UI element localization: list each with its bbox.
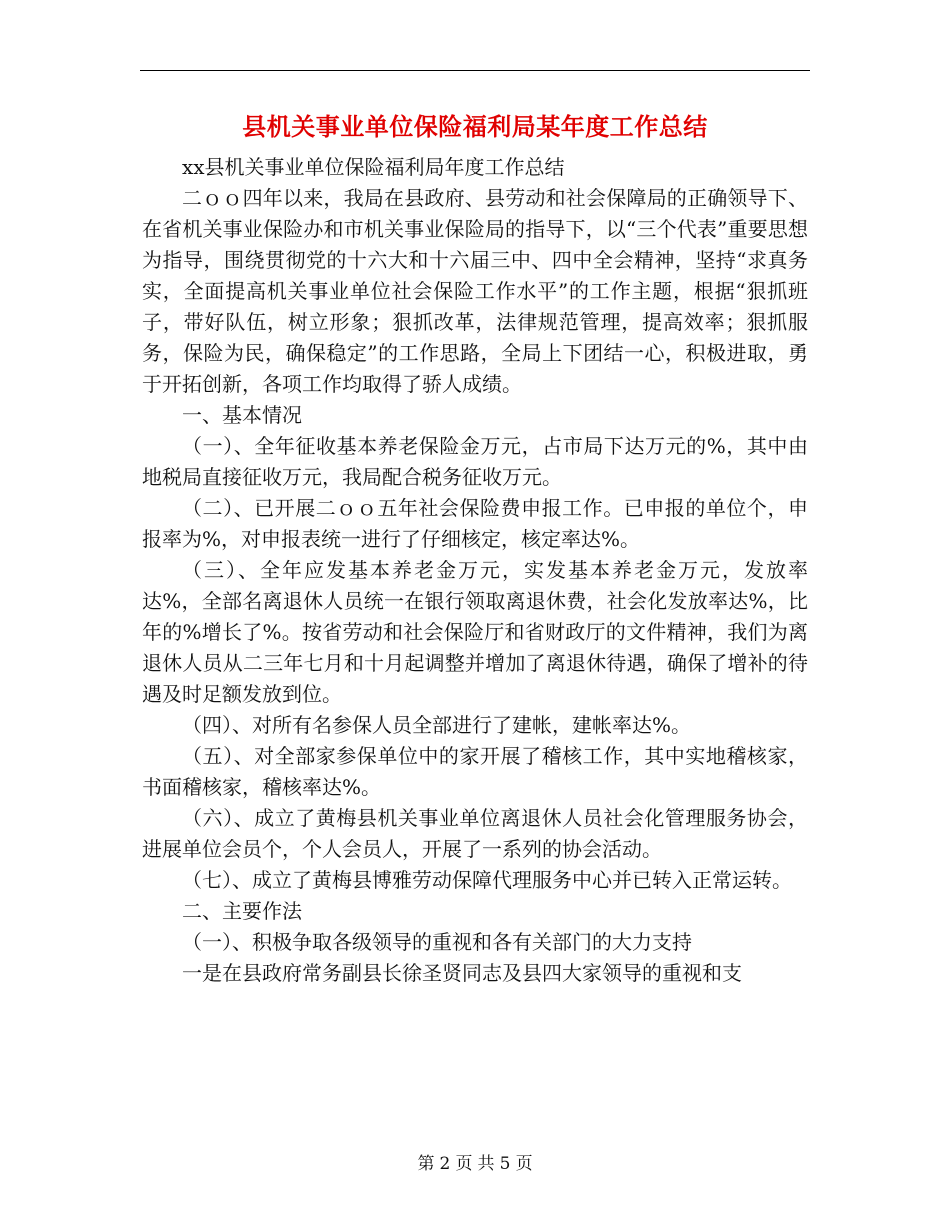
- footer-label-total: 共: [477, 1154, 495, 1174]
- section-heading: 二、主要作法: [182, 899, 302, 923]
- header-rule: [140, 70, 810, 71]
- body-paragraph: （五）、对全部家参保单位中的家开展了稽核工作，其中实地稽核家，书面稽核家，稽核率达%。: [142, 744, 808, 799]
- body-paragraph: （四）、对所有名参保人员全部进行了建帐，建帐率达%。: [182, 713, 692, 737]
- subsection-heading: （一）、积极争取各级领导的重视和各有关部门的大力支持: [182, 930, 692, 954]
- body-paragraph: （六）、成立了黄梅县机关事业单位离退休人员社会化管理服务协会，进展单位会员个，个人会员人，开展了一系列的协会活动。: [142, 806, 808, 861]
- body-paragraph: （七）、成立了黄梅县博雅劳动保障代理服务中心并已转入正常运转。: [182, 868, 792, 892]
- current-page-number: 2: [439, 1154, 451, 1174]
- body-paragraph: 一是在县政府常务副县长徐圣贤同志及县四大家领导的重视和支: [182, 961, 742, 985]
- body-paragraph: 二ｏｏ四年以来，我局在县政府、县劳动和社会保障局的正确领导下、在省机关事业保险办和市机关事业保险局的指导下，以“三个代表”重要思想为指导，围绕贯彻党的十六大和十六届三中、四中全会精神，坚持“求真务实，全面提高机关事业单位社会保险工作水平”的工作主题，根据“狠抓班子，带好队伍，树立形象；狠抓改革，法律规范管理，提高效率；狠抓服务，保险为民，确保稳定”的工作思路，全局上下团结一心，积极进取，勇于开拓创新，各项工作均取得了骄人成绩。: [142, 186, 808, 396]
- footer-label-page: 第: [417, 1154, 435, 1174]
- footer-label-unit-end: 页: [515, 1154, 533, 1174]
- body-paragraph: （三）、全年应发基本养老金万元，实发基本养老金万元，发放率达%，全部名离退休人员统一在银行领取离退休费，社会化发放率达%，比年的%增长了%。按省劳动和社会保险厅和省财政厅的文件精神，我们为离退休人员从二三年七月和十月起调整并增加了离退休待遇，确保了增补的待遇及时足额发放到位。: [142, 558, 808, 706]
- body-paragraph: （一）、全年征收基本养老保险金万元，占市局下达万元的%，其中由地税局直接征收万元，我局配合税务征收万元。: [142, 434, 808, 489]
- subtitle-paragraph: xx县机关事业单位保险福利局年度工作总结: [182, 155, 565, 179]
- footer-label-unit: 页: [455, 1154, 473, 1174]
- total-pages-number: 5: [499, 1154, 511, 1174]
- document-title: 县机关事业单位保险福利局某年度工作总结: [242, 112, 708, 141]
- document-body: [142, 152, 808, 989]
- body-paragraph: （二）、已开展二ｏｏ五年社会保险费申报工作。已申报的单位个，申报率为%，对申报表统一进行了仔细核定，核定率达%。: [142, 496, 808, 551]
- section-heading: 一、基本情况: [182, 403, 302, 427]
- page-footer: [140, 1152, 810, 1176]
